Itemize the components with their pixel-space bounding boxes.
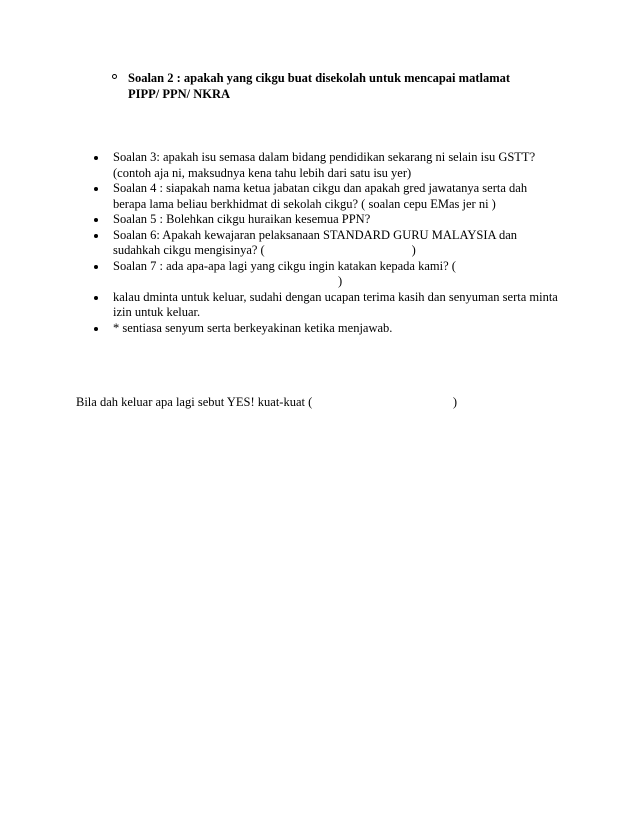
bullet-dot-icon — [94, 187, 98, 191]
sub-item-line-2: PIPP/ PPN/ NKRA — [128, 86, 231, 101]
list-item — [113, 321, 583, 337]
list-item — [113, 290, 583, 321]
bullet-dot-icon — [94, 218, 98, 222]
list-item-line-2: berapa lama beliau berkhidmat di sekolah cikgu? ( soalan cepu EMas jer ni ) — [113, 196, 496, 211]
question-bullet-list — [113, 150, 583, 336]
closing-remark: Bila dah keluar apa lagi sebut YES! kuat-kuat ( ) — [76, 395, 458, 409]
bullet-dot-icon — [94, 296, 98, 300]
bullet-dot-icon — [94, 327, 98, 331]
sub-bullet-item-soalan-2 — [128, 71, 548, 102]
bullet-dot-icon — [94, 265, 98, 269]
list-item-line-2: sudahkah cikgu mengisinya? ( ) — [113, 243, 416, 257]
list-item-line-1: Soalan 3: apakah isu semasa dalam bidang pendidikan sekarang ni selain isu GSTT? — [113, 150, 536, 164]
list-item-line-1: Soalan 7 : ada apa-apa lagi yang cikgu ingin katakan kepada kami? ( — [113, 258, 456, 273]
list-item — [113, 150, 583, 181]
list-item-line-2: izin untuk keluar. — [113, 305, 201, 319]
list-item — [113, 181, 583, 212]
list-item-line-1: Soalan 6: Apakah kewajaran pelaksanaan STANDARD GURU MALAYSIA dan — [113, 227, 518, 242]
hollow-circle-bullet-icon — [112, 74, 117, 79]
list-item-line-2: ) — [113, 274, 343, 288]
list-item-line-1: kalau dminta untuk keluar, sudahi dengan ucapan terima kasih dan senyuman serta minta — [113, 289, 558, 304]
list-item-line-1: Soalan 4 : siapakah nama ketua jabatan cikgu dan apakah gred jawatanya serta dah — [113, 181, 528, 195]
list-item-line-2: (contoh aja ni, maksudnya kena tahu lebih dari satu isu yer) — [113, 165, 412, 180]
list-item — [113, 228, 583, 259]
bullet-dot-icon — [94, 156, 98, 160]
bullet-dot-icon — [94, 234, 98, 238]
list-item-line-1: * sentiasa senyum serta berkeyakinan ketika menjawab. — [113, 320, 393, 335]
sub-item-line-1: Soalan 2 : apakah yang cikgu buat disekolah untuk mencapai matlamat — [128, 71, 511, 85]
list-item-line-1: Soalan 5 : Bolehkan cikgu huraikan kesemua PPN? — [113, 212, 371, 226]
list-item — [113, 212, 583, 228]
list-item — [113, 259, 583, 290]
